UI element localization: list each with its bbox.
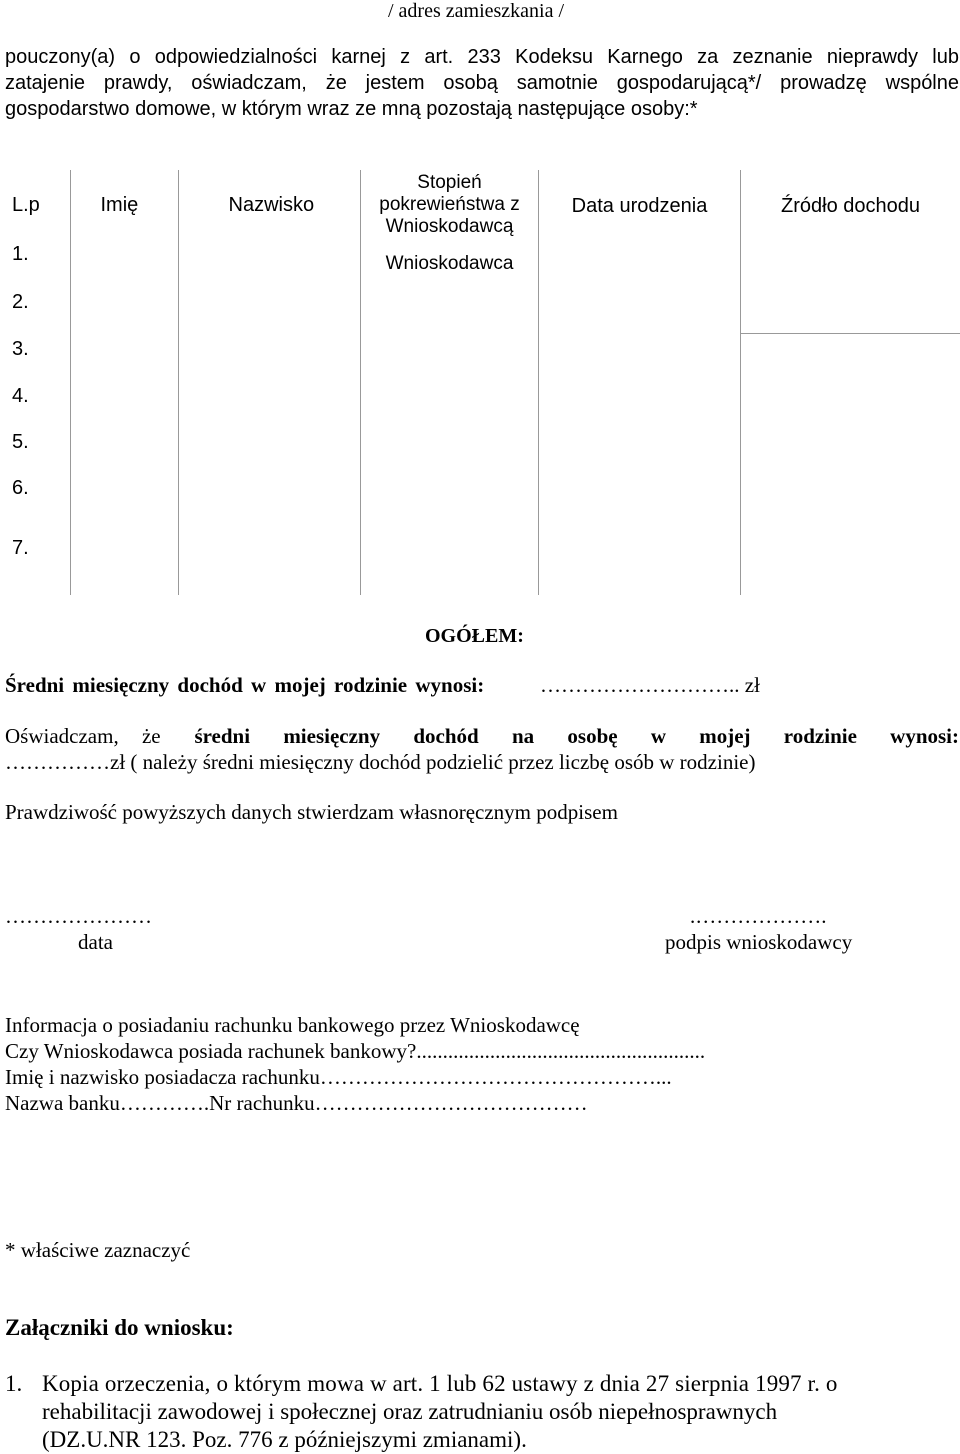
truthfulness-statement: Prawdziwość powyższych danych stwierdzam własnoręcznym podpisem (5, 800, 618, 824)
header-relation-line-1: Stopień (417, 172, 482, 193)
attachment-number: 1. (5, 1371, 23, 1396)
signature-label: podpis wnioskodawcy (665, 930, 853, 954)
column-lp (0, 170, 70, 595)
table-body-row (0, 170, 960, 595)
row-number: 2. (12, 291, 29, 313)
column-income-source (740, 170, 960, 595)
column-birth-date (538, 170, 740, 595)
account-holder-line: Imię i nazwisko posiadacza rachunku…………………………………………... (5, 1065, 672, 1089)
table-partial-rule (741, 333, 960, 334)
per-person-plain: Oświadczam, że (5, 724, 161, 748)
header-relation-line-2: pokrewieństwa z (379, 194, 520, 215)
signature-dots: .………………. (690, 904, 827, 928)
avg-income-label: Średni miesięczny dochód w mojej rodzinie wynosi: (5, 673, 485, 697)
declaration-line-3: gospodarstwo domowe, w którym wraz ze mną pozostają następujące osoby:* (5, 98, 698, 120)
attachment-line-3: (DZ.U.NR 123. Poz. 776 z późniejszymi zmianami). (42, 1427, 527, 1452)
declaration-line-1: pouczony(a) o odpowiedzialności karnej z art. 233 Kodeksu Karnego za zeznanie nieprawdy lub (5, 46, 959, 68)
row-number: 1. (12, 243, 29, 265)
column-relation (360, 170, 538, 595)
per-person-line-1 (5, 724, 959, 749)
address-label: / adres zamieszkania / (388, 0, 565, 22)
attachment-line-2: rehabilitacji zawodowej i społecznej oraz zatrudnianiu osób niepełnosprawnych (42, 1399, 778, 1424)
household-members-table (0, 170, 960, 595)
avg-income-value: ……………………….. zł (540, 673, 760, 697)
header-last-name: Nazwisko (228, 194, 315, 216)
declaration-line-2: zatajenie prawdy, oświadczam, że jestem osobą samotnie gospodarującą*/ prowadzę wspólne (5, 72, 959, 94)
attachments-heading: Załączniki do wniosku: (5, 1315, 234, 1340)
row-number: 5. (12, 431, 29, 453)
header-birth-date: Data urodzenia (571, 195, 708, 217)
header-lp: L.p (12, 194, 40, 216)
date-dots: ………………… (5, 904, 152, 928)
row-number: 4. (12, 385, 29, 407)
bank-account-question: Czy Wnioskodawca posiada rachunek bankowy?....................................................... (5, 1039, 706, 1063)
header-relation-line-3: Wnioskodawcą (385, 216, 514, 237)
header-first-name: Imię (100, 194, 139, 216)
row-number: 6. (12, 477, 29, 499)
bank-name-line: Nazwa banku………….Nr rachunku………………………………… (5, 1091, 588, 1115)
header-income-source: Źródło dochodu (781, 195, 920, 217)
footnote: * właściwe zaznaczyć (5, 1238, 191, 1262)
per-person-bold: średni miesięczny dochód na osobę w mojej rodzinie wynosi: (194, 724, 959, 748)
column-last-name (178, 170, 360, 595)
per-person-line-2: ……………zł ( należy średni miesięczny dochód podzielić przez liczbę osób w rodzinie) (5, 750, 756, 774)
row-number: 3. (12, 338, 29, 360)
totals-heading: OGÓŁEM: (425, 625, 524, 647)
first-relation-value: Wnioskodawca (385, 253, 514, 274)
attachment-line-1: Kopia orzeczenia, o którym mowa w art. 1 lub 62 ustawy z dnia 27 sierpnia 1997 r. o (42, 1371, 838, 1396)
column-first-name (70, 170, 178, 595)
date-label: data (78, 930, 113, 954)
bank-info-title: Informacja o posiadaniu rachunku bankowego przez Wnioskodawcę (5, 1013, 580, 1037)
row-number: 7. (12, 537, 29, 559)
